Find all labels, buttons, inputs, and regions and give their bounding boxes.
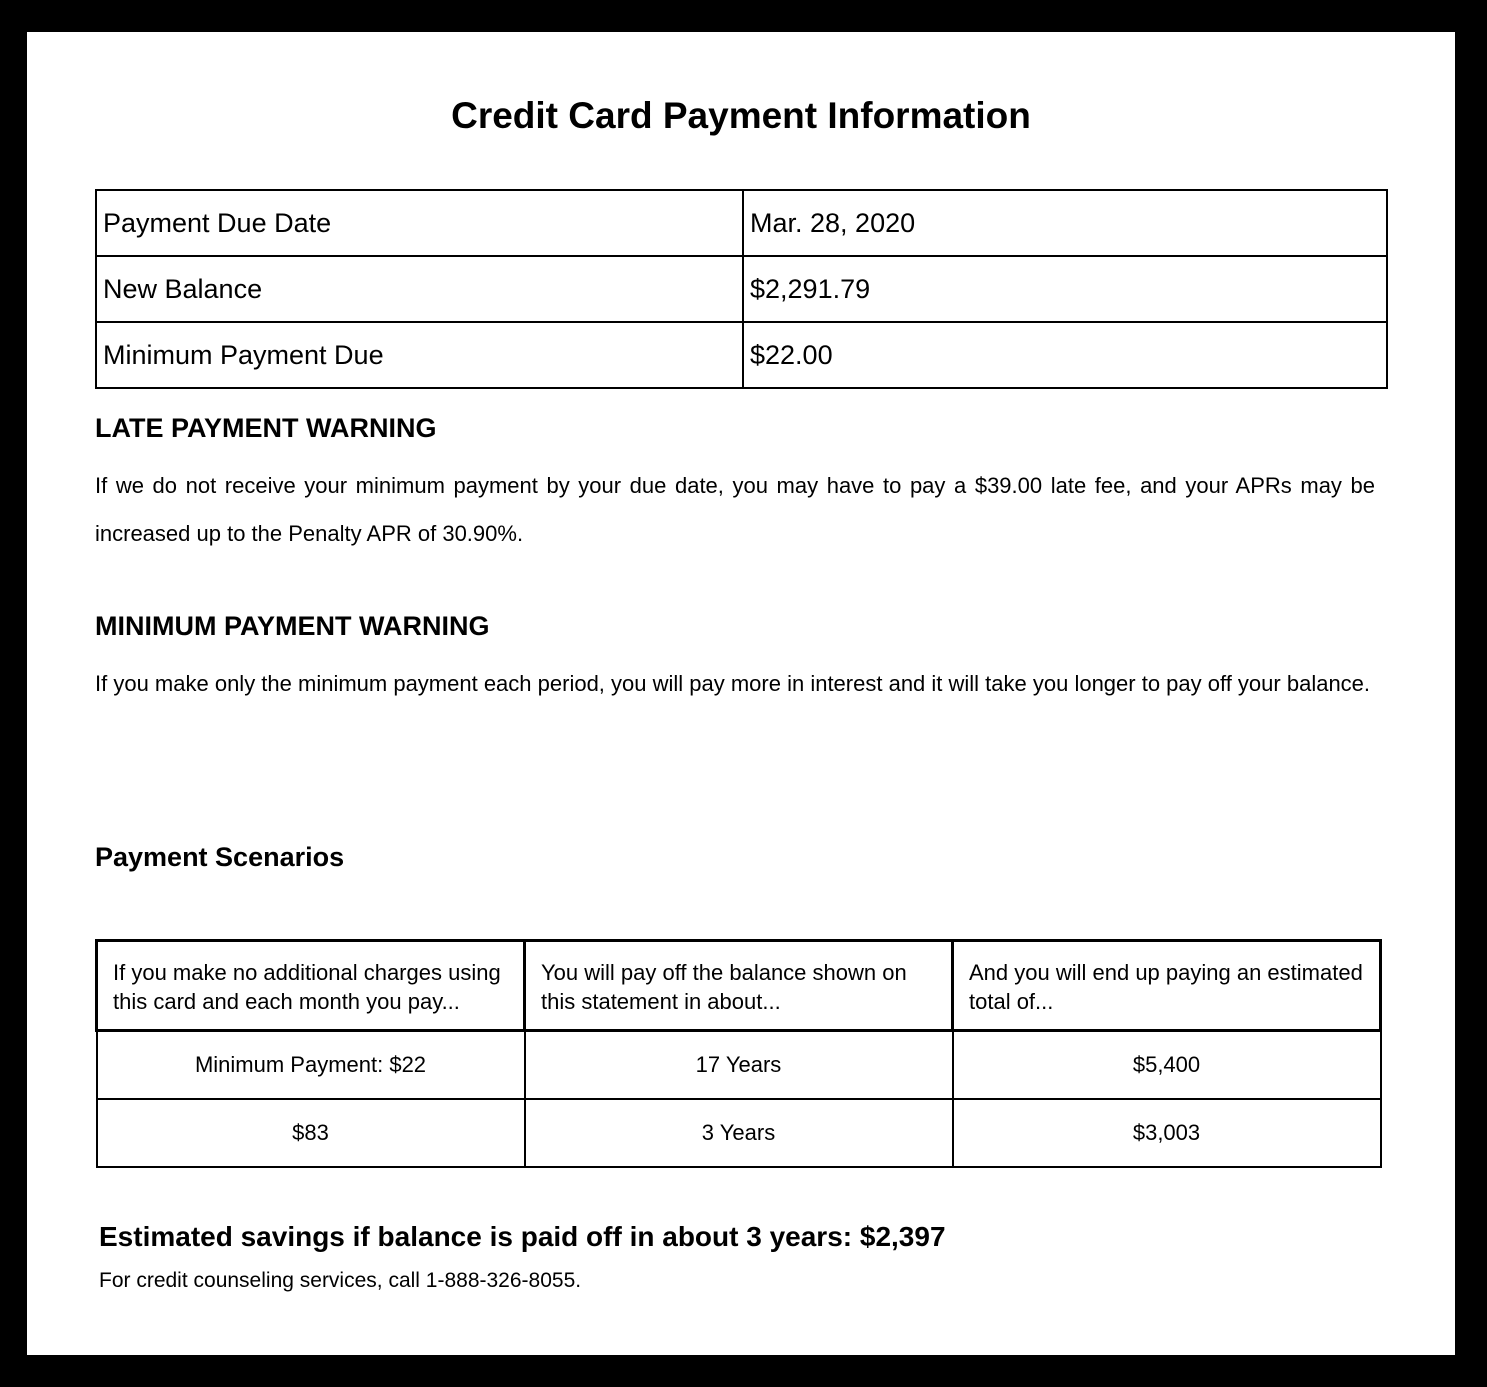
table-cell: 3 Years xyxy=(525,1099,953,1167)
table-cell: $83 xyxy=(97,1099,525,1167)
table-cell: 17 Years xyxy=(525,1031,953,1100)
table-row xyxy=(97,1099,1381,1167)
document-page xyxy=(27,32,1455,1355)
summary-value: $2,291.79 xyxy=(743,256,1387,322)
document-title: Credit Card Payment Information xyxy=(451,95,1031,136)
minimum-payment-text: If you make only the minimum payment each period, you will pay more in interest and it will take you longer to pay off your balance. xyxy=(95,671,1371,696)
table-row xyxy=(96,256,1387,322)
late-payment-heading: LATE PAYMENT WARNING xyxy=(95,413,437,443)
table-cell: $5,400 xyxy=(953,1031,1381,1100)
minimum-payment-heading: MINIMUM PAYMENT WARNING xyxy=(95,611,490,641)
estimated-savings: Estimated savings if balance is paid off in about 3 years: $2,397 xyxy=(99,1221,946,1252)
table-row xyxy=(96,190,1387,256)
table-row xyxy=(97,1031,1381,1100)
summary-label: Minimum Payment Due xyxy=(96,322,743,388)
payment-scenarios-table xyxy=(95,939,1382,1168)
payment-scenarios-heading: Payment Scenarios xyxy=(95,842,345,872)
column-header: You will pay off the balance shown on this statement in about... xyxy=(525,941,953,1031)
summary-label: New Balance xyxy=(96,256,743,322)
late-payment-text: If we do not receive your minimum payment by your due date, you may have to pay a $39.00 late fee, and your APRs may be increased up to the Penalty APR of 30.90%. xyxy=(95,473,1375,546)
table-cell: $3,003 xyxy=(953,1099,1381,1167)
table-row xyxy=(96,322,1387,388)
summary-value: Mar. 28, 2020 xyxy=(743,190,1387,256)
payment-summary-table xyxy=(95,189,1388,389)
summary-label: Payment Due Date xyxy=(96,190,743,256)
table-cell: Minimum Payment: $22 xyxy=(97,1031,525,1100)
column-header: And you will end up paying an estimated total of... xyxy=(953,941,1381,1031)
column-header: If you make no additional charges using this card and each month you pay... xyxy=(97,941,525,1031)
summary-value: $22.00 xyxy=(743,322,1387,388)
table-header-row xyxy=(97,941,1381,1031)
credit-counseling-note: For credit counseling services, call 1-888-326-8055. xyxy=(99,1269,582,1292)
